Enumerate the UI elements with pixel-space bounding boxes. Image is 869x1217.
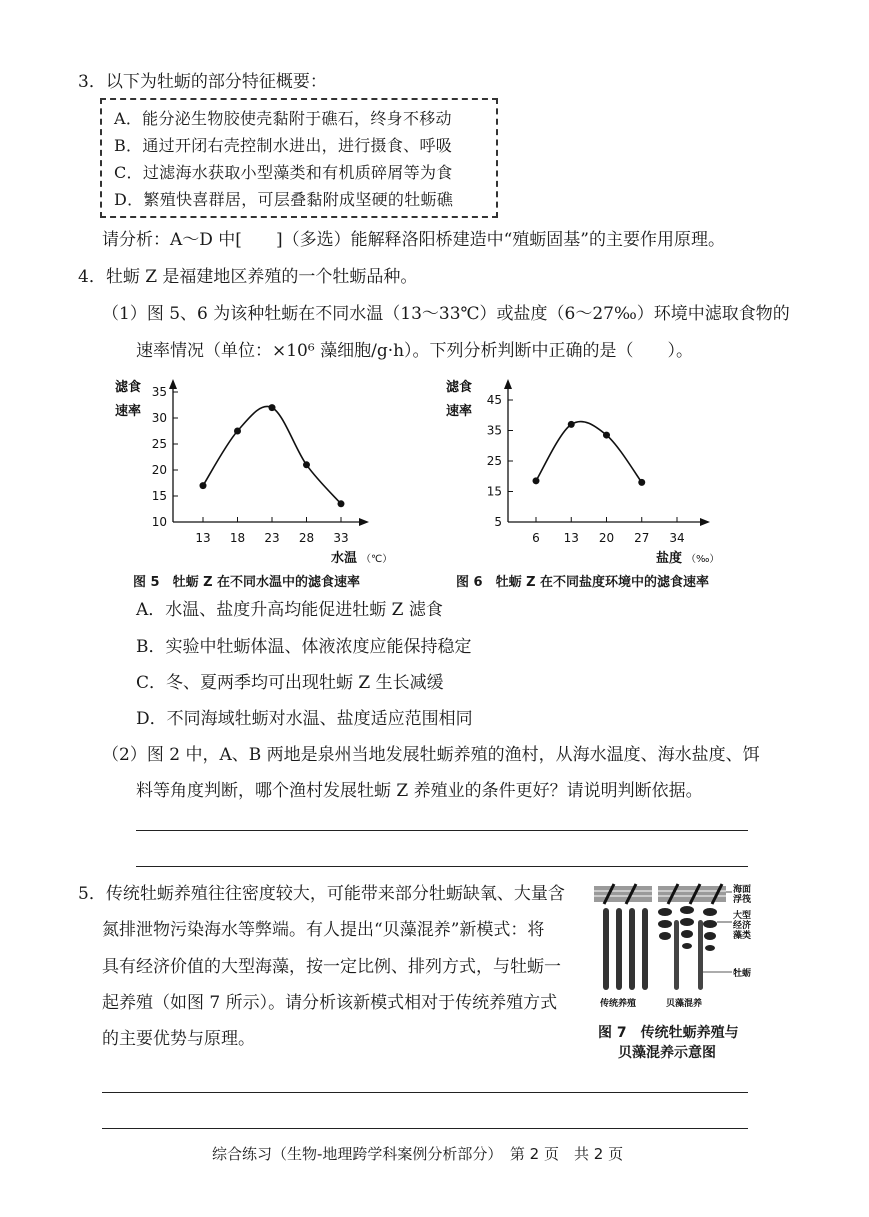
- fig7-label-mixed: 贝藻混养: [666, 999, 703, 1009]
- y-axis-label: 速率: [115, 404, 142, 419]
- q4-part1-line1: （1）图 5、6 为该种牡蛎在不同水温（13～33℃）或盐度（6～27‰）环境中滤取食物的: [102, 304, 790, 324]
- panel-gap: [652, 886, 658, 902]
- y-tick-label: 45: [486, 393, 502, 407]
- algae-fronds: [658, 906, 717, 951]
- q4-part1-line2: 速率情况（单位：×10⁶ 藻细胞/g·h）。下列分析判断中正确的是（ ）。: [136, 341, 694, 361]
- x-tick-label: 28: [298, 531, 315, 545]
- y-tick-label: 5: [494, 515, 502, 529]
- q4-part2-line2: 料等角度判断，哪个渔村发展牡蛎 Z 养殖业的条件更好？请说明判断依据。: [136, 781, 703, 801]
- chart-fig5: [105, 375, 435, 570]
- q5-line-5: 的主要优势与原理。: [102, 1029, 255, 1049]
- fig7-label-traditional: 传统养殖: [600, 999, 637, 1009]
- fig7-caption-1: 图 7 传统牡蛎养殖与: [598, 1025, 739, 1041]
- x-tick-label: 20: [598, 531, 615, 545]
- q4-answer-line-2: [136, 866, 748, 867]
- x-axis-label: 水温: [331, 551, 358, 566]
- y-tick-label: 10: [151, 515, 167, 529]
- y-tick-label: 15: [486, 484, 502, 499]
- y-tick-label: 15: [151, 489, 167, 503]
- fig7-label-algae-3: 藻类: [733, 931, 752, 941]
- traditional-oyster-strings: [603, 908, 648, 990]
- data-point: [533, 477, 540, 484]
- x-tick-label: 34: [669, 531, 685, 545]
- x-tick-label: 27: [634, 531, 650, 545]
- q4-choice-a: A．水温、盐度升高均能促进牡蛎 Z 滤食: [136, 600, 443, 620]
- q5-line-1: 5．传统牡蛎养殖往往密度较大，可能带来部分牡蛎缺氧、大量含: [78, 884, 565, 904]
- y-tick-label: 20: [151, 463, 167, 477]
- fig7-label-algae-2: 经济: [733, 921, 752, 931]
- y-tick-label: 25: [151, 437, 167, 451]
- q3-ask: 请分析：A～D 中[ ]（多选）能解释洛阳桥建造中“殖蛎固基”的主要作用原理。: [102, 230, 725, 250]
- y-axis-label: 滤食: [115, 380, 142, 395]
- data-point: [603, 432, 610, 439]
- q3-option-a: A．能分泌生物胶使壳黏附于礁石，终身不移动: [114, 109, 452, 128]
- q5-answer-line-2: [102, 1128, 748, 1129]
- x-tick-label: 6: [532, 531, 540, 545]
- x-axis-label: 盐度: [656, 551, 683, 566]
- page-footer: 综合练习（生物-地理跨学科案例分析部分） 第 2 页 共 2 页: [212, 1145, 624, 1163]
- y-axis-label: 滤食: [446, 380, 473, 395]
- q3-option-c: C．过滤海水获取小型藻类和有机质碎屑等为食: [114, 163, 453, 182]
- x-tick-label: 13: [195, 531, 211, 545]
- x-axis-unit: （℃）: [361, 554, 393, 565]
- y-tick-label: 35: [486, 423, 502, 438]
- x-tick-label: 18: [229, 531, 246, 545]
- q5-line-3: 具有经济价值的大型海藻，按一定比例、排列方式，与牡蛎一: [102, 957, 561, 977]
- q3-options-box: [100, 98, 498, 218]
- sea-surface-band: [594, 886, 726, 902]
- x-axis-arrow: [700, 518, 710, 526]
- chart-fig5-title: 图 5 牡蛎 Z 在不同水温中的滤食速率: [133, 575, 361, 590]
- y-tick-label: 35: [151, 385, 167, 399]
- q4-choice-d: D．不同海域牡蛎对水温、盐度适应范围相同: [136, 709, 473, 729]
- x-tick-label: 33: [333, 531, 349, 545]
- q3-option-b: B．通过开闭右壳控制水进出，进行摄食、呼吸: [114, 136, 453, 155]
- y-tick-label: 30: [151, 411, 167, 425]
- fig7-label-algae-1: 大型: [733, 911, 752, 921]
- q4-intro: 4．牡蛎 Z 是福建地区养殖的一个牡蛎品种。: [78, 267, 418, 287]
- fig7-label-raft: 浮筏: [733, 895, 752, 905]
- x-axis-arrow: [359, 518, 369, 526]
- q4-answer-line-1: [136, 830, 748, 831]
- q4-choice-b: B．实验中牡蛎体温、体液浓度应能保持稳定: [136, 637, 472, 657]
- chart-fig6: [440, 375, 760, 570]
- series-line: [203, 406, 341, 503]
- q4-part2-line1: （2）图 2 中，A、B 两地是泉州当地发展牡蛎养殖的渔村，从海水温度、海水盐度、饵: [102, 745, 760, 765]
- data-point: [234, 428, 241, 435]
- fig7-diagram: [590, 880, 765, 1020]
- data-point: [303, 461, 310, 468]
- fig7-caption-2: 贝藻混养示意图: [618, 1045, 716, 1061]
- q4-choice-c: C．冬、夏两季均可出现牡蛎 Z 生长减缓: [136, 673, 444, 693]
- data-point: [200, 482, 207, 489]
- q3-intro: 3．以下为牡蛎的部分特征概要：: [78, 72, 327, 92]
- data-point: [269, 404, 276, 411]
- x-axis-unit: （‰）: [686, 554, 720, 565]
- y-axis-arrow: [504, 379, 512, 389]
- series-line: [536, 421, 642, 482]
- fig7-label-oyster: 牡蛎: [733, 969, 752, 979]
- q3-option-d: D．繁殖快喜群居，可层叠黏附成坚硬的牡蛎礁: [114, 190, 454, 209]
- y-axis-label: 速率: [446, 404, 473, 419]
- fig7-label-sea: 海面: [733, 885, 752, 895]
- data-point: [338, 500, 345, 507]
- x-tick-label: 23: [264, 531, 280, 545]
- q5-line-2: 氮排泄物污染海水等弊端。有人提出“贝藻混养”新模式：将: [102, 920, 545, 940]
- x-tick-label: 13: [563, 531, 579, 545]
- label-leaders: [703, 892, 732, 972]
- y-tick-label: 25: [486, 454, 502, 468]
- y-axis-arrow: [169, 379, 177, 389]
- q5-line-4: 起养殖（如图 7 所示）。请分析该新模式相对于传统养殖方式: [102, 993, 558, 1013]
- chart-fig6-title: 图 6 牡蛎 Z 在不同盐度环境中的滤食速率: [456, 575, 710, 590]
- data-point: [638, 479, 645, 486]
- q5-answer-line-1: [102, 1092, 748, 1093]
- data-point: [568, 421, 575, 428]
